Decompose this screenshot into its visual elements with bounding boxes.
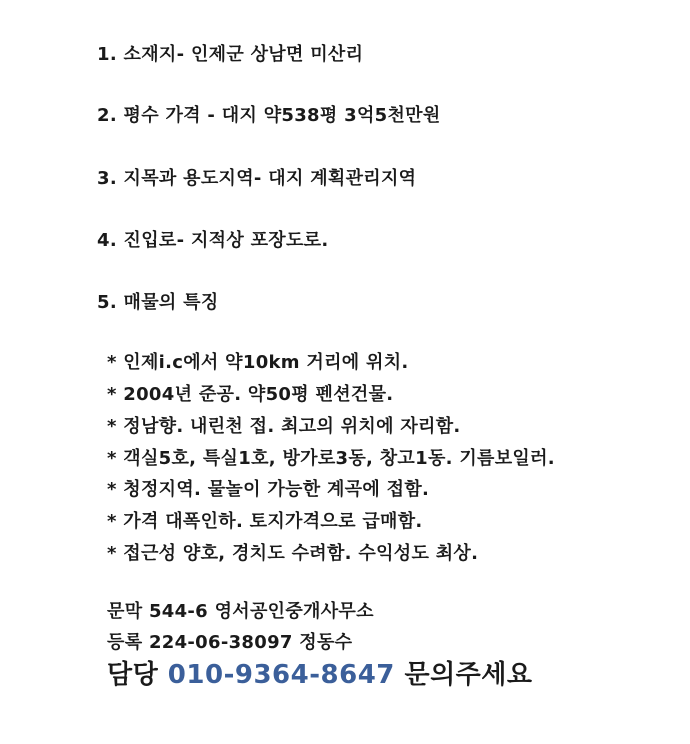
item-5-features-heading [97,288,219,314]
feature-line: * 접근성 양호, 경치도 수려함. 수익성도 최상. [107,543,479,564]
feature-line: * 객실5호, 특실1호, 방가로3동, 창고1동. 기름보일러. [107,448,555,469]
office-info: 문막 544-6 영서공인중개사무소 [107,601,374,622]
item-3-zoning [97,164,416,190]
item-1-text: 소재지- 인제군 상남면 미산리 [123,44,364,65]
feature-line: * 청정지역. 물놀이 가능한 계곡에 접함. [107,479,430,500]
item-5-number: 5. [97,292,117,313]
feature-line: * 가격 대폭인하. 토지가격으로 급매함. [107,511,423,532]
item-2-area-price [97,101,441,127]
contact-prefix: 담당 [107,660,159,690]
item-2-number: 2. [97,105,117,126]
feature-line: * 정남향. 내린천 접. 최고의 위치에 자리함. [107,416,461,437]
feature-line: * 인제i.c에서 약10km 거리에 위치. [107,352,409,373]
phone-number: 010-9364-8647 [167,660,395,690]
item-1-number: 1. [97,44,117,65]
item-4-access-road [97,226,328,252]
item-4-text: 진입로- 지적상 포장도로. [123,230,329,251]
item-3-number: 3. [97,168,117,189]
registration-info: 등록 224-06-38097 정동수 [107,632,353,653]
item-1-location [97,40,363,66]
item-5-text: 매물의 특징 [123,292,219,313]
item-2-text: 평수 가격 - 대지 약538평 3억5천만원 [123,105,441,126]
contact-line [107,654,533,691]
item-4-number: 4. [97,230,117,251]
contact-suffix: 문의주세요 [404,660,533,690]
item-3-text: 지목과 용도지역- 대지 계획관리지역 [123,168,417,189]
feature-line: * 2004년 준공. 약50평 펜션건물. [107,384,394,405]
